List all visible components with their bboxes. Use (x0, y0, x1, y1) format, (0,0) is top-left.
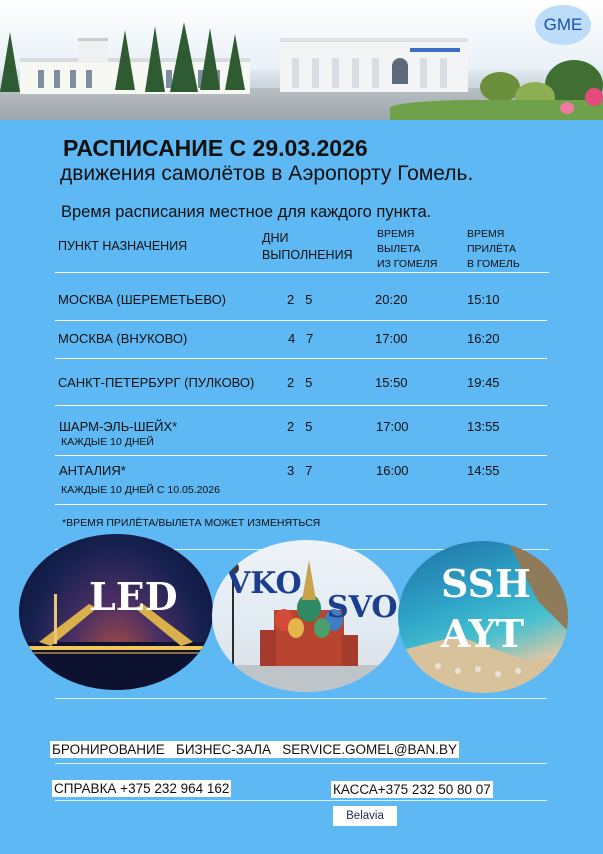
row5-arrival: 14:55 (467, 463, 500, 478)
divider (55, 272, 549, 273)
header-departure-line3: ИЗ ГОМЕЛЯ (377, 258, 438, 270)
row1-days: 2 5 (287, 292, 313, 307)
row2-arrival: 16:20 (467, 331, 500, 346)
header-days-line1: ДНИ (262, 231, 289, 245)
page-title: РАСПИСАНИЕ С 29.03.2026 (63, 135, 368, 161)
divider (55, 405, 547, 406)
row2-departure: 17:00 (375, 331, 408, 346)
row3-departure: 15:50 (375, 375, 408, 390)
code-led: LED (89, 574, 178, 619)
divider (55, 320, 547, 321)
header-departure-line2: ВЫЛЕТА (377, 243, 421, 255)
row1-arrival: 15:10 (467, 292, 500, 307)
divider (55, 455, 547, 456)
schedule-footnote: *ВРЕМЯ ПРИЛЁТА/ВЫЛЕТА МОЖЕТ ИЗМЕНЯТЬСЯ (62, 517, 321, 529)
row2-days: 4 7 (288, 331, 314, 346)
row3-days: 2 5 (287, 375, 313, 390)
moscow-photo (212, 540, 401, 692)
row4-arrival: 13:55 (467, 419, 500, 434)
code-ssh: SSH (441, 561, 531, 606)
new-terminal-building (280, 38, 468, 92)
booking-contact: БРОНИРОВАНИЕ БИЗНЕС-ЗАЛА SERVICE.GOMEL@BAN.BY (52, 742, 458, 757)
info-phone: СПРАВКА +375 232 964 162 (54, 781, 230, 796)
row4-days: 2 5 (287, 419, 313, 434)
header-arrival-line3: В ГОМЕЛЬ (467, 258, 520, 270)
divider (55, 504, 547, 505)
airport-code-badge: GME (535, 5, 591, 45)
header-departure-line1: ВРЕМЯ (377, 228, 415, 240)
row4-frequency-note: КАЖДЫЕ 10 ДНЕЙ (61, 436, 154, 448)
divider (55, 763, 547, 764)
row5-days: 3 7 (287, 463, 313, 478)
row3-destination: САНКТ-ПЕТЕРБУРГ (ПУЛКОВО) (58, 375, 255, 390)
beach-photo (398, 541, 568, 693)
row3-arrival: 19:45 (467, 375, 500, 390)
row1-destination: МОСКВА (ШЕРЕМЕТЬЕВО) (58, 292, 227, 307)
row1-departure: 20:20 (375, 292, 408, 307)
code-ayt: AYT (441, 611, 524, 656)
st-petersburg-photo (19, 534, 213, 690)
row5-frequency-note: КАЖДЫЕ 10 ДНЕЙ С 10.05.2026 (61, 484, 220, 496)
cashier-phone: КАССА+375 232 50 80 07 (333, 782, 491, 797)
header-arrival-line2: ПРИЛЁТА (467, 243, 517, 255)
divider (55, 800, 547, 801)
divider (55, 698, 547, 699)
airport-photo (0, 0, 603, 120)
row5-destination: АНТАЛИЯ* (59, 463, 126, 478)
control-tower (78, 38, 108, 63)
header-arrival-line1: ВРЕМЯ (467, 228, 505, 240)
divider (55, 358, 547, 359)
header-days-line2: ВЫПОЛНЕНИЯ (262, 248, 353, 262)
page-subtitle: движения самолётов в Аэропорту Гомель. (60, 162, 474, 185)
row5-departure: 16:00 (376, 463, 409, 478)
belavia-logo: Belavia (333, 806, 397, 826)
local-time-note: Время расписания местное для каждого пункта. (61, 203, 432, 221)
code-svo: SVO (327, 590, 398, 625)
row4-destination: ШАРМ-ЭЛЬ-ШЕЙХ* (59, 419, 178, 434)
row4-departure: 17:00 (376, 419, 409, 434)
header-destination: ПУНКТ НАЗНАЧЕНИЯ (58, 239, 188, 253)
code-vko: VKO (227, 566, 302, 601)
row2-destination: МОСКВА (ВНУКОВО) (58, 331, 188, 346)
